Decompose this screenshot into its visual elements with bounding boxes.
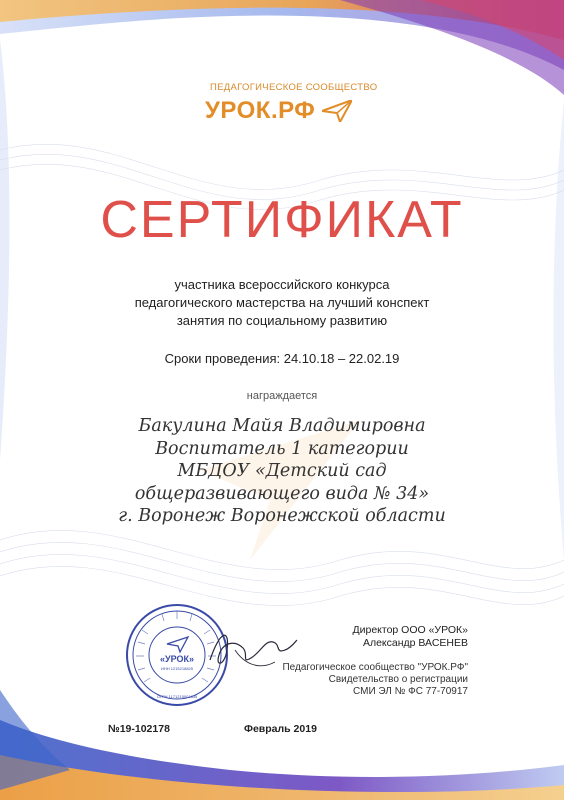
brand-tagline: ПЕДАГОГИЧЕСКОЕ СООБЩЕСТВО (210, 82, 378, 93)
paper-plane-icon (322, 100, 352, 122)
description-line: педагогического мастерства на лучший конспект (134, 295, 430, 310)
signatory-position: Директор ООО «УРОК» (352, 624, 468, 636)
organization-block (260, 662, 468, 698)
seal-center-text: «УРОК» (160, 654, 194, 664)
certificate-number: №19-102178 (108, 723, 170, 735)
description-line: занятия по социальному развитию (176, 313, 388, 328)
recipient-institution-cont: общеразвивающего вида № 34» (134, 483, 430, 504)
recipient-name: Бакулина Майя Владимировна (138, 416, 426, 436)
description-line: участника всероссийского конкурса (174, 277, 390, 292)
recipient-location: г. Воронеж Воронежской области (118, 506, 446, 526)
registration-label: Свидетельство о регистрации (328, 674, 468, 685)
seal-ogrn: ОГРН 1171215001655 (156, 694, 198, 699)
signatory-name: Александр ВАСЕНЕВ (362, 637, 468, 649)
certificate-description (0, 276, 564, 330)
brand-logo: УРОК.РФ (205, 97, 316, 124)
seal-inn: ИНН 1215218825 (160, 666, 194, 671)
event-dates: Сроки проведения: 24.10.18 – 22.02.19 (164, 351, 400, 366)
organization-name: Педагогическое сообщество "УРОК.РФ" (282, 662, 468, 673)
registration-number: СМИ ЭЛ № ФС 77-70917 (353, 686, 468, 697)
recipient-block (0, 415, 564, 528)
signatory-block (310, 624, 468, 650)
awarded-label: награждается (246, 390, 318, 402)
recipient-institution: МБДОУ «Детский сад (177, 461, 387, 481)
certificate-date: Февраль 2019 (244, 723, 317, 735)
recipient-position: Воспитатель 1 категории (155, 438, 409, 459)
certificate-title: СЕРТИФИКАТ (100, 191, 464, 249)
